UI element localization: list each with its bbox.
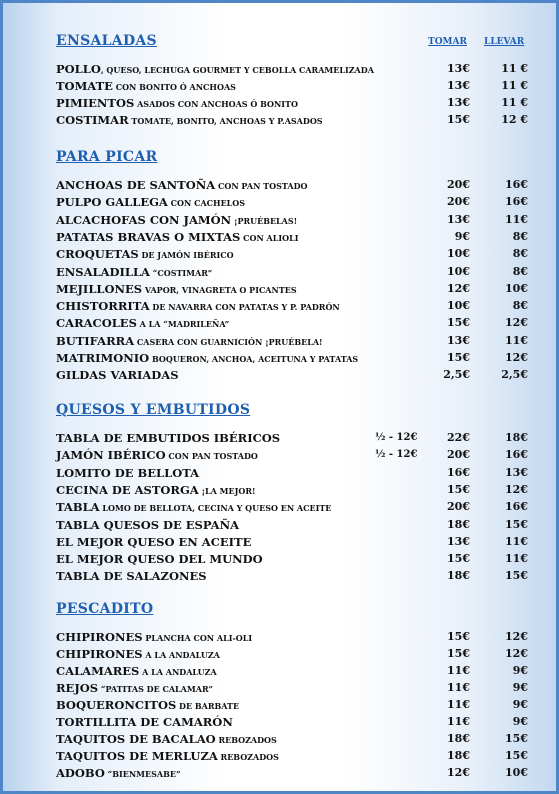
- item-description: CON ALIOLI: [240, 232, 299, 243]
- item-description: REBOZADOS: [215, 735, 277, 745]
- item-price-llevar: 15€: [505, 749, 528, 762]
- item-name-text: COSTIMAR: [56, 113, 129, 127]
- item-half-price: ½ - 12€: [375, 432, 418, 443]
- item-name-text: POLLO: [56, 62, 101, 76]
- item-name-text: TORTILLITA DE CAMARÓN: [56, 715, 233, 729]
- item-name-text: ADOBO: [56, 766, 105, 780]
- item-price-llevar: 11 €: [501, 96, 528, 109]
- item-price-llevar: 11€: [505, 212, 528, 226]
- item-name-text: CALAMARES: [56, 664, 140, 678]
- menu-item: [3, 95, 559, 111]
- item-description: CON CACHELOS: [167, 198, 246, 209]
- item-description: ASADOS CON ANCHOAS Ó BONITO: [134, 99, 298, 109]
- item-name: [56, 748, 279, 765]
- menu-item: [3, 246, 559, 262]
- item-price-llevar: 16€: [505, 500, 528, 514]
- item-description: PLANCHA CON ALI-OLI: [142, 633, 253, 643]
- section-title: QUESOS Y EMBUTIDOS: [56, 402, 251, 418]
- item-price-tomar: 15€: [447, 647, 470, 660]
- item-price-llevar: 11 €: [501, 79, 528, 92]
- menu-item: [3, 534, 559, 550]
- item-name-text: ANCHOAS DE SANTOÑA: [56, 178, 216, 192]
- item-name: [56, 714, 233, 730]
- item-name: [56, 264, 212, 281]
- item-price-llevar: 12 €: [501, 113, 528, 126]
- item-name-text: CECINA DE ASTORGA: [56, 482, 199, 497]
- column-header-llevar: LLEVAR: [484, 37, 525, 47]
- menu-item: [3, 646, 559, 662]
- menu-item: [3, 61, 559, 77]
- item-price-tomar: 20€: [447, 195, 470, 209]
- item-name-text: PATATAS BRAVAS O MIXTAS: [56, 229, 241, 244]
- item-price-tomar: 12€: [447, 766, 470, 779]
- item-description: A LA ANDALUZA: [139, 667, 217, 677]
- item-price-tomar: 11€: [447, 681, 470, 694]
- menu-item: [3, 350, 559, 366]
- item-price-tomar: 18€: [447, 749, 470, 762]
- item-description: LOMO DE BELLOTA, CECINA Y QUESO EN ACEITE: [99, 503, 332, 514]
- item-price-llevar: 11€: [505, 552, 528, 566]
- item-price-llevar: 16€: [505, 178, 528, 191]
- item-description: CON BONITO Ó ANCHOAS: [112, 82, 236, 92]
- item-name: [56, 212, 297, 229]
- item-name-text: REJOS: [56, 681, 99, 695]
- item-description: CON PAN TOSTADO: [165, 451, 258, 462]
- item-price-llevar: 12€: [505, 630, 528, 643]
- item-name: [56, 765, 181, 782]
- item-price-tomar: 15€: [447, 552, 470, 566]
- menu-item: [3, 78, 559, 94]
- item-price-llevar: 13€: [505, 465, 528, 479]
- column-header-tomar: TOMAR: [428, 37, 467, 47]
- menu-item: [3, 264, 559, 280]
- item-price-llevar: 12€: [505, 316, 528, 330]
- item-name-text: TOMATE: [56, 79, 113, 93]
- item-price-llevar: 15€: [505, 569, 528, 583]
- item-name-text: CHIPIRONES: [56, 630, 143, 644]
- item-name: [56, 663, 217, 680]
- section-title: ENSALADAS: [56, 33, 157, 49]
- item-price-tomar: 13€: [447, 212, 470, 226]
- item-name-text: JAMÓN IBÉRICO: [56, 448, 166, 463]
- item-description: “BIENMESABE”: [104, 769, 181, 779]
- item-name: [56, 482, 256, 499]
- menu-item: [3, 281, 559, 297]
- menu-item: [3, 697, 559, 713]
- item-price-tomar: 11€: [447, 664, 470, 677]
- menu-item: [3, 551, 559, 567]
- menu-item: [3, 568, 559, 584]
- item-name-text: CROQUETAS: [56, 247, 139, 262]
- item-description: A LA ANDALUZA: [142, 650, 220, 660]
- menu-item: [3, 731, 559, 747]
- item-price-llevar: 9€: [512, 698, 528, 711]
- menu-item: [3, 112, 559, 128]
- item-name-text: ALCACHOFAS CON JAMÓN: [56, 212, 232, 227]
- item-description: BOQUERON, ANCHOA, ACEITUNA Y PATATAS: [149, 354, 359, 364]
- menu-item: [3, 499, 559, 515]
- item-price-llevar: 9€: [512, 681, 528, 694]
- item-name: [56, 465, 199, 481]
- item-price-llevar: 8€: [512, 229, 528, 243]
- item-name: [56, 697, 239, 714]
- item-name: [56, 229, 298, 246]
- item-name: [56, 629, 252, 646]
- item-name-text: TABLA DE EMBUTIDOS IBÉRICOS: [56, 431, 281, 445]
- item-price-llevar: 8€: [512, 247, 528, 261]
- item-price-tomar: 2,5€: [443, 368, 470, 382]
- item-name: [56, 112, 323, 129]
- item-name: [56, 61, 374, 78]
- item-price-tomar: 13€: [447, 534, 470, 548]
- item-price-tomar: 13€: [447, 62, 470, 75]
- item-price-llevar: 18€: [505, 431, 528, 444]
- item-price-llevar: 11€: [505, 333, 528, 347]
- item-name: [56, 551, 263, 567]
- item-name: [56, 517, 239, 533]
- item-name: [56, 281, 297, 298]
- item-description: REBOZADOS: [217, 752, 279, 762]
- item-name-text: CARACOLES: [56, 316, 137, 331]
- item-name: [56, 646, 220, 663]
- item-price-llevar: 2,5€: [501, 368, 528, 382]
- menu-item: [3, 212, 559, 228]
- item-price-tomar: 13€: [447, 96, 470, 109]
- item-description: DE BARBATE: [176, 701, 240, 711]
- menu-item: [3, 229, 559, 245]
- item-name: [56, 568, 207, 584]
- item-description: TOMATE, BONITO, ANCHOAS Y P.ASADOS: [128, 116, 323, 126]
- item-name-text: TAQUITOS DE BACALAO: [56, 732, 216, 746]
- item-name-text: TABLA QUESOS DE ESPAÑA: [56, 517, 240, 532]
- item-price-llevar: 15€: [505, 732, 528, 745]
- item-price-tomar: 18€: [447, 569, 470, 583]
- item-name-text: LOMITO DE BELLOTA: [56, 465, 200, 480]
- menu-item: [3, 447, 559, 463]
- menu-item: [3, 629, 559, 645]
- item-description: “COSTIMAR”: [149, 267, 213, 278]
- item-name: [56, 333, 323, 350]
- item-name: [56, 447, 258, 464]
- menu-item: [3, 430, 559, 446]
- item-price-tomar: 20€: [447, 500, 470, 514]
- item-price-llevar: 11€: [505, 534, 528, 548]
- item-price-tomar: 11€: [447, 715, 470, 728]
- item-name-text: TABLA DE SALAZONES: [56, 569, 207, 584]
- item-description: ¡PRUÉBELAS!: [231, 215, 298, 226]
- item-price-llevar: 10€: [505, 766, 528, 779]
- menu-item: [3, 748, 559, 764]
- item-name: [56, 499, 331, 516]
- item-name-text: EL MEJOR QUESO DEL MUNDO: [56, 552, 263, 567]
- item-name-text: MEJILLONES: [56, 281, 143, 296]
- item-description: DE NAVARRA CON PATATAS Y P. PADRÓN: [149, 302, 340, 313]
- item-name: [56, 680, 213, 697]
- item-name: [56, 194, 245, 211]
- menu-item: [3, 714, 559, 730]
- item-price-tomar: 15€: [447, 316, 470, 330]
- item-price-llevar: 8€: [512, 299, 528, 313]
- item-price-tomar: 10€: [447, 299, 470, 313]
- item-name-text: MATRIMONIO: [56, 351, 150, 365]
- item-description: CASERA CON GUARNICIÓN ¡PRUÉBELA!: [134, 336, 323, 347]
- item-price-tomar: 18€: [447, 517, 470, 531]
- item-name-text: CHISTORRITA: [56, 299, 150, 314]
- item-price-tomar: 20€: [447, 178, 470, 191]
- menu-item: [3, 680, 559, 696]
- item-price-tomar: 15€: [447, 630, 470, 643]
- item-name: [56, 246, 234, 263]
- item-description: VAPOR, VINAGRETA O PICANTES: [142, 284, 297, 295]
- item-price-tomar: 18€: [447, 732, 470, 745]
- item-name-text: PULPO GALLEGA: [56, 195, 168, 210]
- item-price-tomar: 15€: [447, 482, 470, 496]
- item-price-tomar: 22€: [447, 431, 470, 444]
- item-name-text: ENSALADILLA: [56, 264, 150, 279]
- item-name-text: GILDAS VARIADAS: [56, 368, 179, 383]
- menu-item: [3, 465, 559, 481]
- item-price-llevar: 11 €: [501, 62, 528, 75]
- item-name: [56, 78, 236, 95]
- item-name-text: PIMIENTOS: [56, 96, 135, 110]
- item-price-llevar: 12€: [505, 351, 528, 364]
- item-price-llevar: 12€: [505, 647, 528, 660]
- item-name-text: EL MEJOR QUESO EN ACEITE: [56, 534, 252, 549]
- item-price-tomar: 16€: [447, 465, 470, 479]
- item-price-llevar: 9€: [512, 664, 528, 677]
- item-price-tomar: 9€: [454, 229, 470, 243]
- item-name: [56, 430, 280, 446]
- item-name-text: CHIPIRONES: [56, 647, 143, 661]
- item-name: [56, 534, 251, 550]
- menu-item: [3, 333, 559, 349]
- item-name-text: TAQUITOS DE MERLUZA: [56, 749, 218, 763]
- section-title: PESCADITO: [56, 601, 154, 617]
- item-name-text: BOQUERONCITOS: [56, 698, 177, 712]
- menu-item: [3, 367, 559, 383]
- item-price-llevar: 10€: [505, 281, 528, 295]
- item-price-llevar: 15€: [505, 517, 528, 531]
- item-price-llevar: 16€: [505, 195, 528, 209]
- item-price-tomar: 12€: [447, 281, 470, 295]
- item-name: [56, 315, 229, 332]
- item-price-llevar: 16€: [505, 448, 528, 462]
- item-price-tomar: 13€: [447, 79, 470, 92]
- item-name-text: BUTIFARRA: [56, 333, 135, 348]
- item-name: [56, 731, 277, 748]
- item-half-price: ½ - 12€: [375, 449, 418, 461]
- item-name: [56, 177, 308, 194]
- item-price-tomar: 15€: [447, 113, 470, 126]
- menu-item: [3, 663, 559, 679]
- item-name: [56, 298, 340, 315]
- item-description: ¡LA MEJOR!: [198, 485, 256, 496]
- item-description: DE JAMÓN IBÉRICO: [138, 250, 234, 261]
- item-name: [56, 95, 298, 112]
- item-description: “PATITAS DE CALAMAR”: [98, 684, 213, 694]
- item-name: [56, 350, 358, 367]
- item-price-llevar: 8€: [512, 264, 528, 278]
- item-description: CON PAN TOSTADO: [215, 181, 308, 191]
- menu-item: [3, 765, 559, 781]
- item-price-llevar: 12€: [505, 482, 528, 496]
- menu-item: [3, 315, 559, 331]
- menu-item: [3, 177, 559, 193]
- menu-item: [3, 298, 559, 314]
- item-description: A LA “MADRILEÑA”: [136, 319, 230, 330]
- item-price-tomar: 15€: [447, 351, 470, 364]
- item-price-llevar: 9€: [512, 715, 528, 728]
- section-title: PARA PICAR: [56, 149, 158, 165]
- item-price-tomar: 10€: [447, 247, 470, 261]
- menu-item: [3, 482, 559, 498]
- item-description: , QUESO, LECHUGA GOURMET Y CEBOLLA CARAMELIZADA: [100, 65, 374, 75]
- item-price-tomar: 20€: [447, 448, 470, 462]
- item-price-tomar: 13€: [447, 333, 470, 347]
- menu-item: [3, 517, 559, 533]
- item-name-text: TABLA: [56, 500, 100, 515]
- item-name: [56, 367, 179, 383]
- item-price-tomar: 11€: [447, 698, 470, 711]
- item-price-tomar: 10€: [447, 264, 470, 278]
- menu-item: [3, 194, 559, 210]
